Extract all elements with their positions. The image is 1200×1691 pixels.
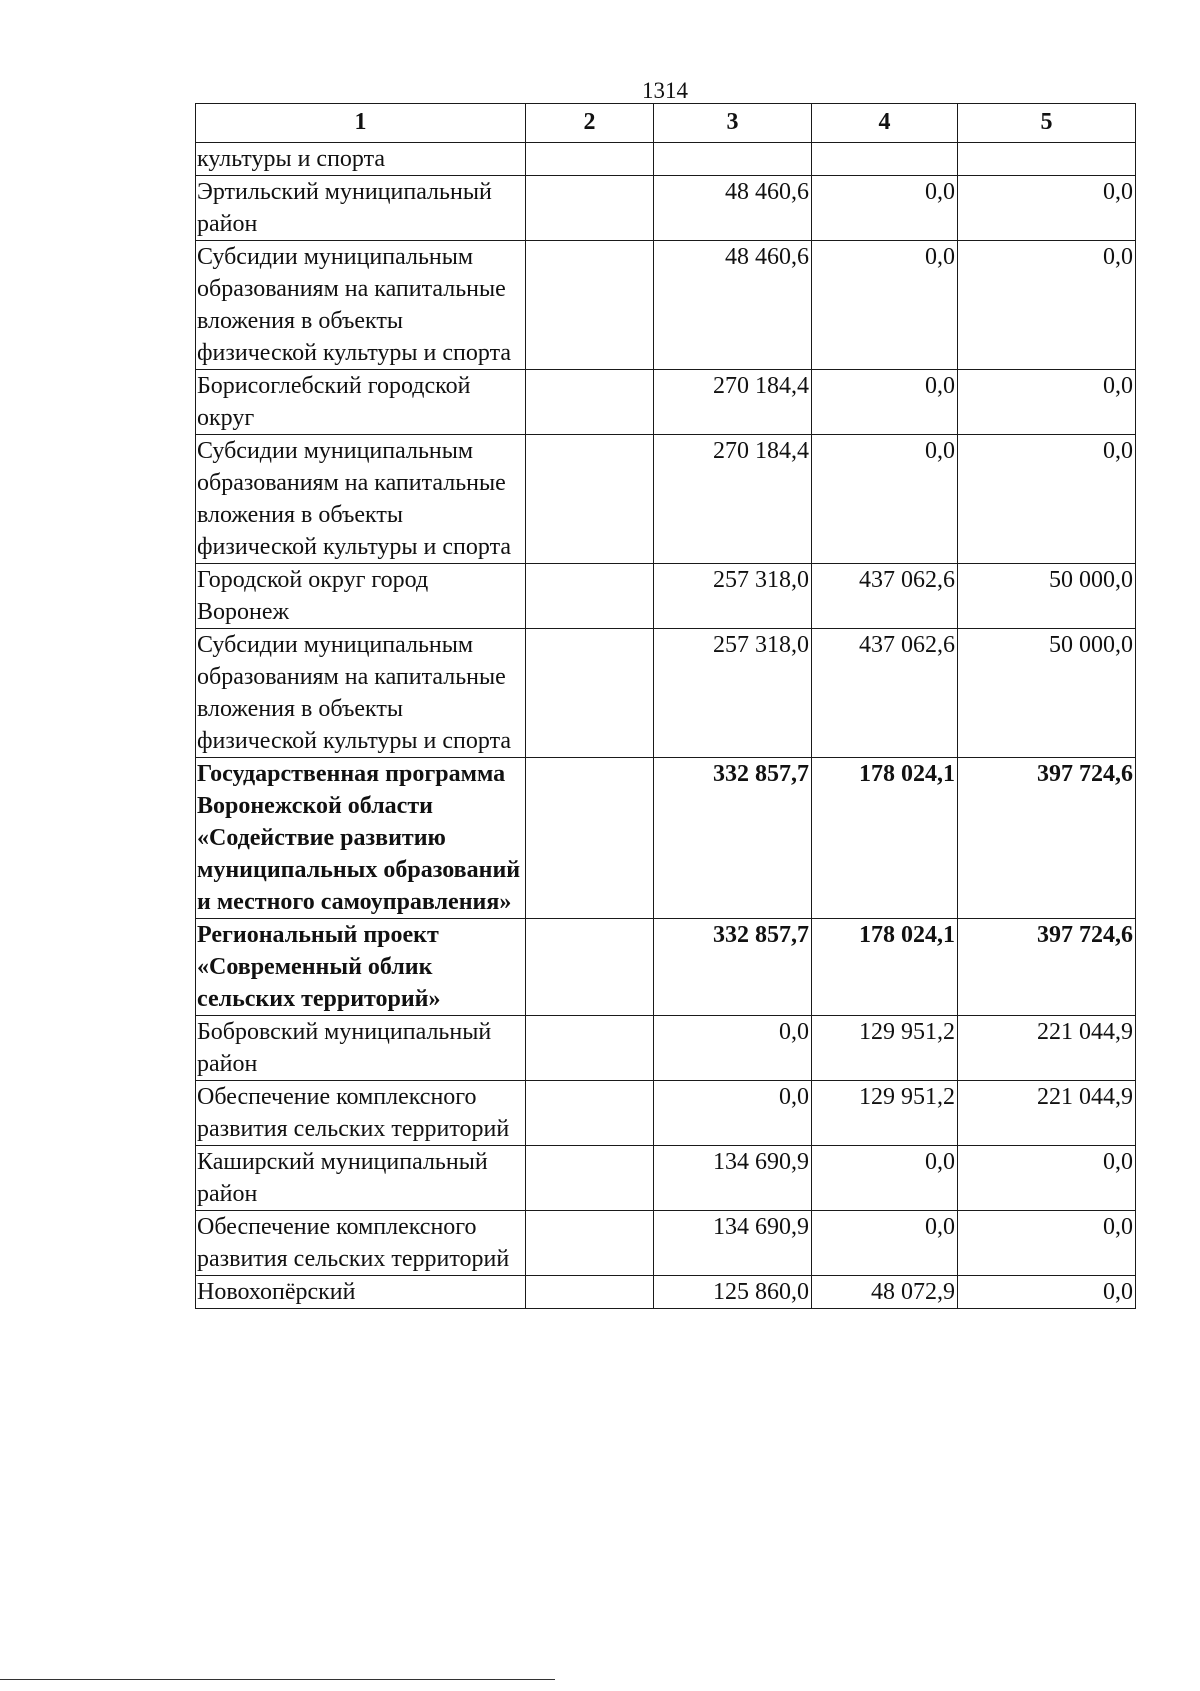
table-row: [196, 1211, 1136, 1276]
row-col5-cell: 0,0: [958, 1211, 1136, 1276]
row-col2-cell: [526, 370, 654, 435]
header-col-2: 2: [526, 104, 654, 143]
table-row: [196, 241, 1136, 370]
row-name-cell: Субсидии муниципальным образованиям на капитальные вложения в объекты физической культуры и спорта: [196, 435, 526, 564]
row-col4-cell: 178 024,1: [812, 919, 958, 1016]
table-row: [196, 143, 1136, 176]
table-row: [196, 1081, 1136, 1146]
row-name-cell: Обеспечение комплексного развития сельских территорий: [196, 1081, 526, 1146]
row-col4-cell: 129 951,2: [812, 1016, 958, 1081]
row-col4-cell: 0,0: [812, 370, 958, 435]
row-col4-cell: 0,0: [812, 1211, 958, 1276]
row-name-cell: Бобровский муниципальный район: [196, 1016, 526, 1081]
row-col2-cell: [526, 1146, 654, 1211]
row-col3-cell: 134 690,9: [654, 1146, 812, 1211]
row-col3-cell: 270 184,4: [654, 435, 812, 564]
row-col4-cell: 0,0: [812, 435, 958, 564]
page-number: 1314: [642, 78, 688, 103]
header-row: [196, 104, 1136, 143]
table-row: [196, 629, 1136, 758]
header-col-1: 1: [196, 104, 526, 143]
row-name-cell: Городской округ город Воронеж: [196, 564, 526, 629]
row-col3-cell: 270 184,4: [654, 370, 812, 435]
row-col2-cell: [526, 176, 654, 241]
row-col5-cell: 397 724,6: [958, 919, 1136, 1016]
row-col2-cell: [526, 435, 654, 564]
row-col5-cell: [958, 143, 1136, 176]
budget-table: [195, 103, 1136, 1309]
row-col2-cell: [526, 564, 654, 629]
header-col-5: 5: [958, 104, 1136, 143]
row-col3-cell: 134 690,9: [654, 1211, 812, 1276]
row-col2-cell: [526, 919, 654, 1016]
row-col5-cell: 0,0: [958, 241, 1136, 370]
row-col5-cell: 221 044,9: [958, 1016, 1136, 1081]
row-col2-cell: [526, 629, 654, 758]
table-row: [196, 1146, 1136, 1211]
row-col3-cell: 0,0: [654, 1081, 812, 1146]
row-col2-cell: [526, 1016, 654, 1081]
row-col5-cell: 0,0: [958, 1276, 1136, 1309]
row-col4-cell: 0,0: [812, 241, 958, 370]
table-header: [196, 104, 1136, 143]
table-row: [196, 176, 1136, 241]
row-col3-cell: 257 318,0: [654, 564, 812, 629]
table-row: [196, 564, 1136, 629]
row-col4-cell: 437 062,6: [812, 564, 958, 629]
table-row: [196, 1016, 1136, 1081]
row-col2-cell: [526, 1081, 654, 1146]
row-col5-cell: 0,0: [958, 370, 1136, 435]
row-col3-cell: 48 460,6: [654, 241, 812, 370]
row-name-cell: Каширский муниципальный район: [196, 1146, 526, 1211]
row-col5-cell: 0,0: [958, 1146, 1136, 1211]
row-col2-cell: [526, 241, 654, 370]
row-name-cell: Новохопёрский: [196, 1276, 526, 1309]
row-col5-cell: 50 000,0: [958, 564, 1136, 629]
row-col3-cell: 332 857,7: [654, 919, 812, 1016]
row-col2-cell: [526, 758, 654, 919]
header-col-4: 4: [812, 104, 958, 143]
row-name-cell: Региональный проект «Современный облик сельских территорий»: [196, 919, 526, 1016]
row-col4-cell: 0,0: [812, 1146, 958, 1211]
row-col2-cell: [526, 1276, 654, 1309]
row-col5-cell: 397 724,6: [958, 758, 1136, 919]
row-col4-cell: 437 062,6: [812, 629, 958, 758]
row-col4-cell: 0,0: [812, 176, 958, 241]
row-name-cell: Борисоглебский городской округ: [196, 370, 526, 435]
row-col5-cell: 221 044,9: [958, 1081, 1136, 1146]
bottom-rule: [0, 1679, 555, 1680]
row-col4-cell: [812, 143, 958, 176]
row-col4-cell: 178 024,1: [812, 758, 958, 919]
row-col5-cell: 50 000,0: [958, 629, 1136, 758]
table-row: [196, 919, 1136, 1016]
row-col2-cell: [526, 1211, 654, 1276]
table-row: [196, 758, 1136, 919]
table-row: [196, 1276, 1136, 1309]
row-name-cell: Обеспечение комплексного развития сельских территорий: [196, 1211, 526, 1276]
row-col3-cell: 332 857,7: [654, 758, 812, 919]
row-col3-cell: [654, 143, 812, 176]
row-col3-cell: 257 318,0: [654, 629, 812, 758]
row-col4-cell: 48 072,9: [812, 1276, 958, 1309]
row-col3-cell: 125 860,0: [654, 1276, 812, 1309]
row-col2-cell: [526, 143, 654, 176]
row-name-cell: Субсидии муниципальным образованиям на капитальные вложения в объекты физической культуры и спорта: [196, 629, 526, 758]
row-name-cell: Эртильский муниципальный район: [196, 176, 526, 241]
table-body: [196, 143, 1136, 1309]
row-name-cell: Субсидии муниципальным образованиям на капитальные вложения в объекты физической культуры и спорта: [196, 241, 526, 370]
row-col3-cell: 0,0: [654, 1016, 812, 1081]
header-col-3: 3: [654, 104, 812, 143]
row-col3-cell: 48 460,6: [654, 176, 812, 241]
row-name-cell: культуры и спорта: [196, 143, 526, 176]
row-col5-cell: 0,0: [958, 435, 1136, 564]
table-row: [196, 435, 1136, 564]
row-col4-cell: 129 951,2: [812, 1081, 958, 1146]
table-row: [196, 370, 1136, 435]
row-name-cell: Государственная программа Воронежской области «Содействие развитию муниципальных образований и местного самоуправления»: [196, 758, 526, 919]
row-col5-cell: 0,0: [958, 176, 1136, 241]
